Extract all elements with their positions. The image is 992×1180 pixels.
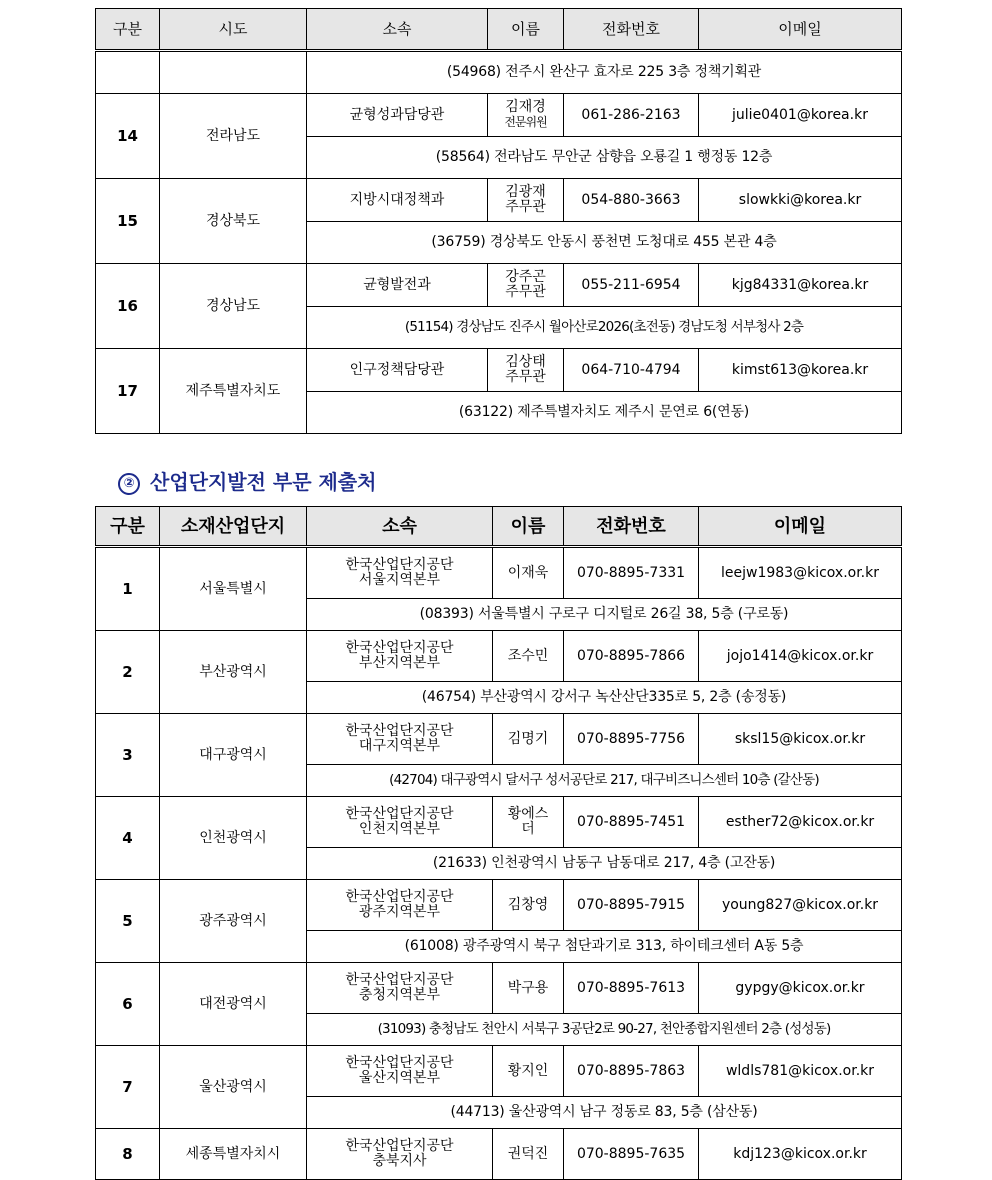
email-cell: kjg84331@korea.kr — [699, 264, 902, 307]
name-line: 황에스 — [507, 806, 549, 822]
name-cell: 박구용 — [493, 963, 564, 1014]
table-row — [96, 1129, 902, 1180]
department-line: 대구지역본부 — [358, 738, 441, 754]
address-cell: (46754) 부산광역시 강서구 녹산산단335로 5, 2층 (송정동) — [307, 682, 902, 714]
title-line: 전문위원 — [504, 115, 547, 129]
row-number: 3 — [96, 714, 160, 797]
title-line: 주무관 — [505, 284, 546, 300]
row-number: 6 — [96, 963, 160, 1046]
department-cell — [307, 1129, 493, 1180]
header-category: 구분 — [96, 507, 160, 547]
name-cell — [488, 264, 564, 307]
row-number: 5 — [96, 880, 160, 963]
table-header-row — [96, 9, 902, 51]
row-number: 8 — [96, 1129, 160, 1180]
department-line: 한국산업단지공단 — [345, 1055, 454, 1071]
department-line: 서울지역본부 — [358, 572, 441, 588]
address-cell: (31093) 충청남도 천안시 서북구 3공단2로 90-27, 천안종합지원센터 2층 (성성동) — [307, 1014, 902, 1046]
table-row — [96, 1046, 902, 1097]
email-cell: slowkki@korea.kr — [699, 179, 902, 222]
name-cell — [488, 179, 564, 222]
address-cell: (61008) 광주광역시 북구 첨단과기로 313, 하이테크센터 A동 5층 — [307, 931, 902, 963]
header-email: 이메일 — [699, 9, 902, 51]
address-cell: (42704) 대구광역시 달서구 성서공단로 217, 대구비즈니스센터 10층 (갈산동) — [307, 765, 902, 797]
region-cell: 세종특별자치시 — [160, 1129, 307, 1180]
section-title: 산업단지발전 부문 제출처 — [150, 470, 377, 494]
title-line: 주무관 — [505, 369, 546, 385]
row-number: 17 — [96, 349, 160, 434]
region-cell: 경상남도 — [160, 264, 307, 349]
phone-cell: 070-8895-7756 — [564, 714, 699, 765]
department-line: 한국산업단지공단 — [345, 972, 454, 988]
email-cell: kdj123@kicox.or.kr — [699, 1129, 902, 1180]
phone-cell: 070-8895-7451 — [564, 797, 699, 848]
phone-cell: 070-8895-7863 — [564, 1046, 699, 1097]
row-number: 15 — [96, 179, 160, 264]
phone-cell: 070-8895-7866 — [564, 631, 699, 682]
department-line: 한국산업단지공단 — [345, 1138, 454, 1154]
department-line: 한국산업단지공단 — [345, 723, 454, 739]
address-cell: (58564) 전라남도 무안군 삼향읍 오룡길 1 행정동 12층 — [307, 137, 902, 179]
name-cell — [488, 94, 564, 137]
contact-table-industrial-complex — [95, 506, 902, 1180]
department-cell — [307, 547, 493, 599]
phone-cell: 055-211-6954 — [564, 264, 699, 307]
empty-cell — [160, 51, 307, 94]
address-cell: (54968) 전주시 완산구 효자로 225 3층 정책기획관 — [307, 51, 902, 94]
title-line: 주무관 — [505, 199, 546, 215]
phone-cell: 061-286-2163 — [564, 94, 699, 137]
department-line: 울산지역본부 — [358, 1070, 441, 1086]
name-cell — [488, 349, 564, 392]
table-row — [96, 880, 902, 931]
department-cell: 인구정책담당관 — [307, 349, 488, 392]
address-cell: (44713) 울산광역시 남구 정동로 83, 5층 (삼산동) — [307, 1097, 902, 1129]
department-cell: 균형성과담당관 — [307, 94, 488, 137]
contact-table-regions — [95, 8, 902, 434]
table-header-row — [96, 507, 902, 547]
department-line: 한국산업단지공단 — [345, 557, 454, 573]
table-row — [96, 94, 902, 137]
row-number: 4 — [96, 797, 160, 880]
address-cell: (63122) 제주특별자치도 제주시 문연로 6(연동) — [307, 392, 902, 434]
empty-cell — [96, 51, 160, 94]
department-line: 한국산업단지공단 — [345, 806, 454, 822]
table-row — [96, 714, 902, 765]
region-cell: 인천광역시 — [160, 797, 307, 880]
table-row — [96, 963, 902, 1014]
name-line: 김재경 — [505, 99, 546, 115]
name-cell: 김창영 — [493, 880, 564, 931]
email-cell: jojo1414@kicox.or.kr — [699, 631, 902, 682]
header-department: 소속 — [307, 507, 493, 547]
header-name: 이름 — [493, 507, 564, 547]
row-number: 14 — [96, 94, 160, 179]
region-cell: 대구광역시 — [160, 714, 307, 797]
address-cell: (51154) 경상남도 진주시 월아산로2026(초전동) 경남도청 서부청사 2층 — [307, 307, 902, 349]
phone-cell: 070-8895-7635 — [564, 1129, 699, 1180]
department-line: 충청지역본부 — [358, 987, 441, 1003]
phone-cell: 070-8895-7915 — [564, 880, 699, 931]
name-line: 더 — [521, 821, 535, 837]
region-cell: 대전광역시 — [160, 963, 307, 1046]
header-category: 구분 — [96, 9, 160, 51]
name-cell: 권덕진 — [493, 1129, 564, 1180]
department-cell: 지방시대정책과 — [307, 179, 488, 222]
department-cell — [307, 1046, 493, 1097]
header-name: 이름 — [488, 9, 564, 51]
table-row — [96, 547, 902, 599]
header-department: 소속 — [307, 9, 488, 51]
email-cell: wldls781@kicox.or.kr — [699, 1046, 902, 1097]
section-heading — [118, 466, 376, 495]
table-row — [96, 797, 902, 848]
name-cell: 조수민 — [493, 631, 564, 682]
table-row — [96, 264, 902, 307]
region-cell: 울산광역시 — [160, 1046, 307, 1129]
header-complex: 소재산업단지 — [160, 507, 307, 547]
table-row — [96, 349, 902, 392]
address-cell: (21633) 인천광역시 남동구 남동대로 217, 4층 (고잔동) — [307, 848, 902, 880]
name-cell: 이재욱 — [493, 547, 564, 599]
name-cell: 김명기 — [493, 714, 564, 765]
header-phone: 전화번호 — [564, 9, 699, 51]
name-line: 강주곤 — [505, 269, 546, 285]
table-row — [96, 631, 902, 682]
phone-cell: 064-710-4794 — [564, 349, 699, 392]
department-cell: 균형발전과 — [307, 264, 488, 307]
row-number: 1 — [96, 547, 160, 631]
region-cell: 부산광역시 — [160, 631, 307, 714]
name-line: 김상태 — [505, 354, 546, 370]
department-line: 한국산업단지공단 — [345, 889, 454, 905]
name-cell — [493, 797, 564, 848]
email-cell: esther72@kicox.or.kr — [699, 797, 902, 848]
phone-cell: 070-8895-7613 — [564, 963, 699, 1014]
header-email: 이메일 — [699, 507, 902, 547]
name-line: 김광재 — [505, 184, 546, 200]
name-cell: 황지인 — [493, 1046, 564, 1097]
address-cell: (36759) 경상북도 안동시 풍천면 도청대로 455 본관 4층 — [307, 222, 902, 264]
email-cell: leejw1983@kicox.or.kr — [699, 547, 902, 599]
department-line: 광주지역본부 — [358, 904, 441, 920]
region-cell: 서울특별시 — [160, 547, 307, 631]
department-line: 한국산업단지공단 — [345, 640, 454, 656]
email-cell: kimst613@korea.kr — [699, 349, 902, 392]
row-number: 7 — [96, 1046, 160, 1129]
department-line: 인천지역본부 — [358, 821, 441, 837]
region-cell: 광주광역시 — [160, 880, 307, 963]
email-cell: gypgy@kicox.or.kr — [699, 963, 902, 1014]
table-row — [96, 51, 902, 94]
department-line: 부산지역본부 — [358, 655, 441, 671]
row-number: 2 — [96, 631, 160, 714]
table-row — [96, 179, 902, 222]
region-cell: 제주특별자치도 — [160, 349, 307, 434]
row-number: 16 — [96, 264, 160, 349]
department-cell — [307, 714, 493, 765]
email-cell: young827@kicox.or.kr — [699, 880, 902, 931]
email-cell: sksl15@kicox.or.kr — [699, 714, 902, 765]
region-cell: 경상북도 — [160, 179, 307, 264]
department-cell — [307, 797, 493, 848]
address-cell: (08393) 서울특별시 구로구 디지털로 26길 38, 5층 (구로동) — [307, 599, 902, 631]
department-cell — [307, 631, 493, 682]
phone-cell: 070-8895-7331 — [564, 547, 699, 599]
header-phone: 전화번호 — [564, 507, 699, 547]
region-cell: 전라남도 — [160, 94, 307, 179]
department-line: 충북지사 — [372, 1153, 427, 1169]
phone-cell: 054-880-3663 — [564, 179, 699, 222]
circled-number-two: ② — [118, 473, 140, 495]
department-cell — [307, 963, 493, 1014]
email-cell: julie0401@korea.kr — [699, 94, 902, 137]
department-cell — [307, 880, 493, 931]
header-region: 시도 — [160, 9, 307, 51]
